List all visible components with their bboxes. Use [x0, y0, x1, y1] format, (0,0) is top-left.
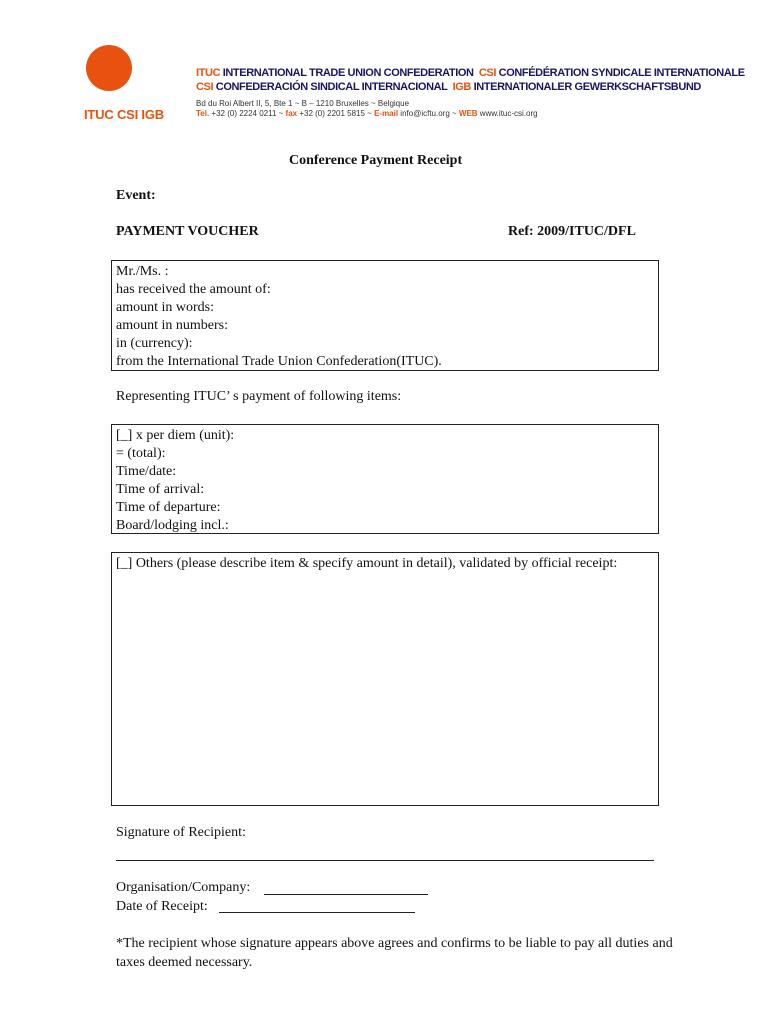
ituc-logo-icon: [86, 45, 132, 91]
recipient-amount-box: [111, 260, 659, 371]
org-abbr-igb: IGB: [452, 81, 471, 93]
fax-label: fax: [285, 109, 298, 118]
org-abbr-csi: CSI: [478, 67, 497, 79]
signature-line: [116, 860, 654, 861]
board-lodging-field: Board/lodging incl.:: [116, 518, 229, 533]
email-label: E-mail: [374, 109, 399, 118]
address-line: Bd du Roi Albert II, 5, Bte 1 ~ B – 1210 Bruxelles ~ Belgique: [196, 99, 410, 108]
org-name-igb: INTERNATIONALER GEWERKSCHAFTSBUND: [470, 81, 701, 93]
amount-in-words-field: amount in words:: [116, 300, 214, 315]
others-description-field: [_] Others (please describe item & specify amount in detail), validated by official receipt:: [116, 556, 618, 571]
received-amount-label: has received the amount of:: [116, 282, 271, 297]
currency-field: in (currency):: [116, 336, 193, 351]
liability-note: *The recipient whose signature appears above agrees and confirms to be liable to pay all duties and taxes deemed necessary.: [116, 936, 673, 970]
payment-voucher-label: PAYMENT VOUCHER: [116, 224, 259, 239]
document-title: Conference Payment Receipt: [289, 153, 463, 168]
per-diem-unit-field: [_] x per diem (unit):: [116, 428, 235, 443]
time-date-field: Time/date:: [116, 464, 177, 479]
time-of-departure-field: Time of departure:: [116, 500, 221, 515]
organisation-line: [264, 894, 428, 895]
org-name-csi-fr: CONFÉDÉRATION SYNDICALE INTERNATIONALE: [496, 67, 745, 79]
fax-value: +32 (0) 2201 5815 ~: [297, 109, 375, 118]
amount-in-numbers-field: amount in numbers:: [116, 318, 228, 333]
web-value: www.ituc-csi.org: [477, 109, 538, 118]
event-label: Event:: [116, 188, 156, 203]
representing-label: Representing ITUC’ s payment of following items:: [116, 389, 402, 404]
header-line-2: [196, 81, 701, 93]
org-name-ituc: INTERNATIONAL TRADE UNION CONFEDERATION: [220, 67, 479, 79]
org-abbr-ituc: ITUC: [196, 67, 221, 79]
email-value: info@icftu.org ~: [398, 109, 459, 118]
date-of-receipt-line: [219, 912, 415, 913]
organisation-label: Organisation/Company:: [116, 880, 251, 895]
recipient-name-field: Mr./Ms. :: [116, 264, 169, 279]
tel-value: +32 (0) 2224 0211 ~: [209, 109, 286, 118]
header-line-1: [196, 67, 745, 79]
per-diem-total-field: = (total):: [116, 446, 166, 461]
date-of-receipt-label: Date of Receipt:: [116, 899, 208, 914]
per-diem-box: [111, 424, 659, 534]
signature-label: Signature of Recipient:: [116, 825, 246, 840]
tel-label: Tel.: [196, 109, 210, 118]
reference-number: Ref: 2009/ITUC/DFL: [508, 224, 636, 239]
logo-text: ITUC CSI IGB: [84, 107, 164, 122]
others-box: [111, 552, 659, 806]
contact-line: [196, 109, 538, 118]
time-of-arrival-field: Time of arrival:: [116, 482, 205, 497]
web-label: WEB: [458, 109, 478, 118]
org-abbr-csi-es: CSI: [196, 81, 214, 93]
payer-line: from the International Trade Union Confederation(ITUC).: [116, 354, 442, 369]
org-name-csi-es: CONFEDERACIÓN SINDICAL INTERNACIONAL: [213, 81, 453, 93]
